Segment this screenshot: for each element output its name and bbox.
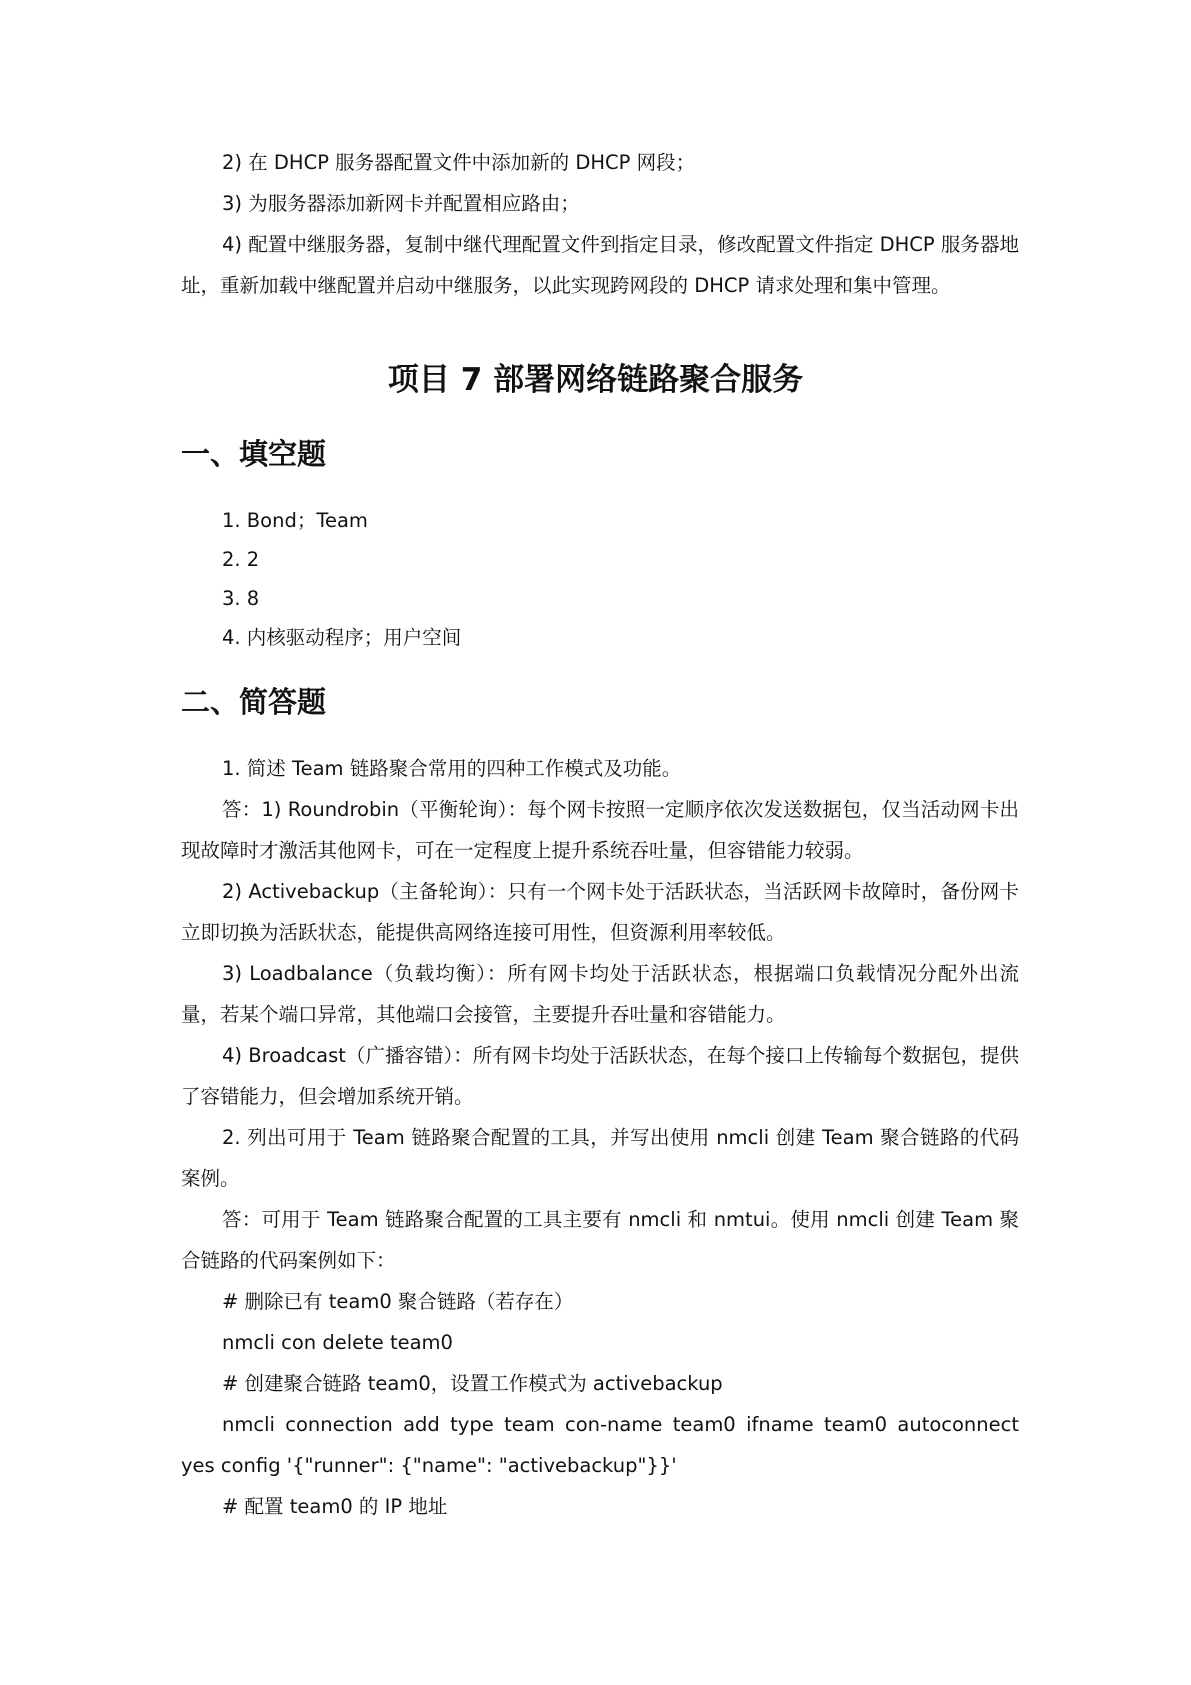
code-comment-ip: # 配置 team0 的 IP 地址 (222, 1495, 448, 1518)
step-4-text: 4) 配置中继服务器，复制中继代理配置文件到指定目录，修改配置文件指定 DHCP 服务器地址，重新加载中继配置并启动中继服务，以此实现跨网段的 DHCP 请求处理和集中管理。 (181, 233, 1019, 297)
question-2: 2. 列出可用于 Team 链路聚合配置的工具，并写出使用 nmcli 创建 Team 聚合链路的代码案例。 (181, 1126, 1019, 1190)
project-title: 项目 7 部署网络链路聚合服务 (387, 362, 804, 398)
step-2-text: 2) 在 DHCP 服务器配置文件中添加新的 DHCP 网段； (222, 151, 696, 174)
answer-1-loadbalance: 3) Loadbalance（负载均衡）：所有网卡均处于活跃状态，根据端口负载情况分配外出流量，若某个端口异常，其他端口会接管，主要提升吞吐量和容错能力。 (181, 962, 1019, 1026)
code-line-delete: nmcli con delete team0 (222, 1331, 453, 1354)
section-short-answer-heading: 二、简答题 (181, 685, 327, 719)
answer-2-intro: 答：可用于 Team 链路聚合配置的工具主要有 nmcli 和 nmtui。使用 nmcli 创建 Team 聚合链路的代码案例如下： (181, 1208, 1019, 1272)
question-1: 1. 简述 Team 链路聚合常用的四种工作模式及功能。 (222, 757, 682, 780)
fill-answer-4: 4. 内核驱动程序；用户空间 (222, 626, 462, 649)
answer-1-roundrobin: 答：1) Roundrobin（平衡轮询）：每个网卡按照一定顺序依次发送数据包，仅当活动网卡出现故障时才激活其他网卡，可在一定程度上提升系统吞吐量，但容错能力较弱。 (181, 798, 1019, 862)
section-fill-in-heading: 一、填空题 (181, 437, 327, 471)
answer-1-broadcast: 4) Broadcast（广播容错）：所有网卡均处于活跃状态，在每个接口上传输每个数据包，提供了容错能力，但会增加系统开销。 (181, 1044, 1019, 1108)
fill-answer-2: 2. 2 (222, 548, 260, 571)
fill-answer-1: 1. Bond；Team (222, 509, 368, 532)
answer-1-activebackup: 2) Activebackup（主备轮询）：只有一个网卡处于活跃状态，当活跃网卡故障时，备份网卡立即切换为活跃状态，能提供高网络连接可用性，但资源利用率较低。 (181, 880, 1019, 944)
code-comment-delete: # 删除已有 team0 聚合链路（若存在） (222, 1290, 574, 1313)
code-comment-create: # 创建聚合链路 team0，设置工作模式为 activebackup (222, 1372, 723, 1395)
fill-answer-3: 3. 8 (222, 587, 260, 610)
step-3-text: 3) 为服务器添加新网卡并配置相应路由； (222, 192, 580, 215)
code-line-create: nmcli connection add type team con-name team0 ifname team0 autoconnect yes config '{"runner": {"name": "activebackup"}}' (181, 1413, 1019, 1477)
